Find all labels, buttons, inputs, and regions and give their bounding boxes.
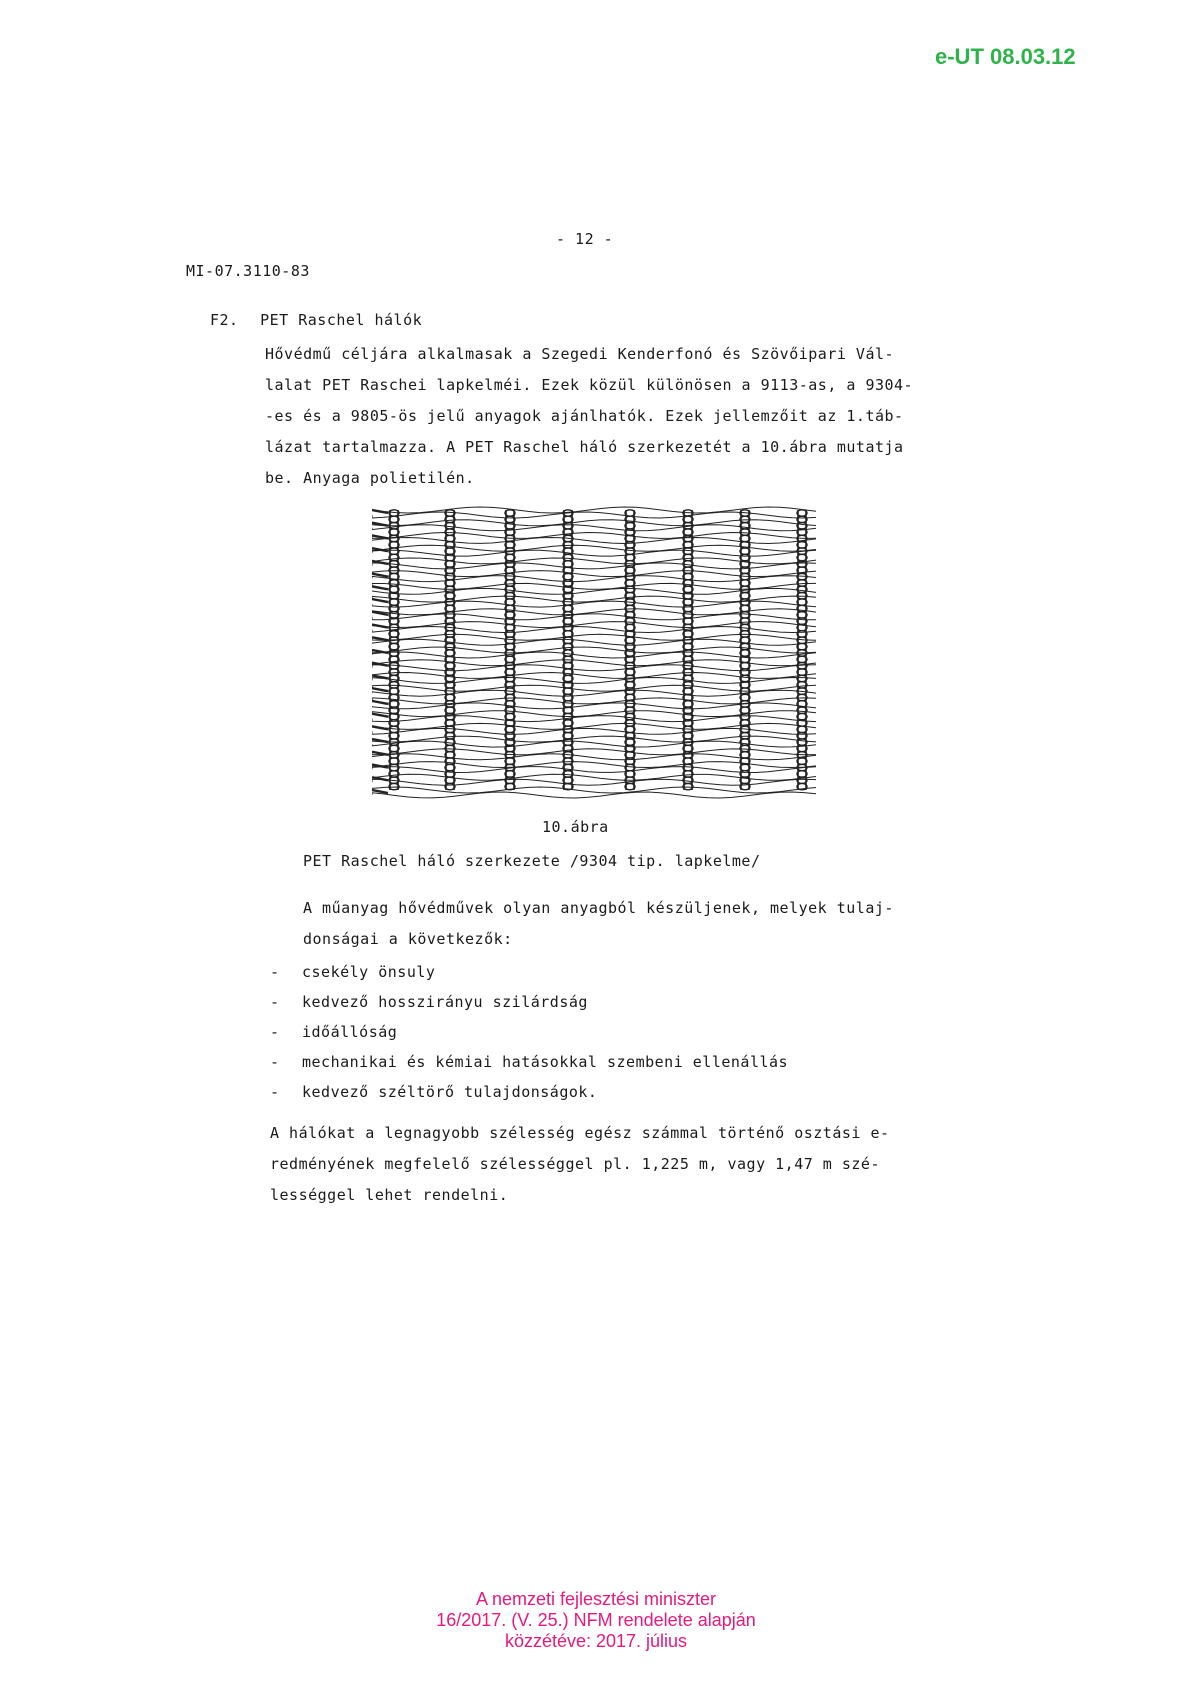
section-heading	[210, 311, 422, 329]
figure-caption: PET Raschel háló szerkezete /9304 tip. lapkelme/	[303, 852, 761, 870]
raschel-net-drawing	[372, 500, 832, 800]
intro-line: lalat PET Raschei lapkelméi. Ezek közül különösen a 9113-as, a 9304-	[265, 376, 914, 394]
bullet-mark: -	[270, 993, 280, 1011]
section-number: F2.	[210, 311, 239, 329]
section-title: PET Raschel hálók	[260, 311, 423, 329]
bullet-mark: -	[270, 1083, 280, 1101]
list-item-text: kedvező széltörő tulajdonságok.	[302, 1083, 598, 1101]
intro-line: -es és a 9805-ös jelű anyagok ajánlhatók. Ezek jellemzőit az 1.táb-	[265, 407, 904, 425]
list-item-text: csekély önsuly	[302, 963, 436, 981]
properties-intro	[303, 893, 894, 955]
intro-line: lázat tartalmazza. A PET Raschel háló szerkezetét a 10.ábra mutatja	[265, 438, 904, 456]
document-code: e-UT 08.03.12	[935, 44, 1076, 69]
intro-line: Hővédmű céljára alkalmasak a Szegedi Kenderfonó és Szövőipari Vál-	[265, 345, 895, 363]
closing-line: lességgel lehet rendelni.	[270, 1186, 509, 1204]
list-item-text: mechanikai és kémiai hatásokkal szembeni ellenállás	[302, 1053, 789, 1071]
intro-paragraph	[265, 339, 913, 494]
page-number: - 12 -	[556, 230, 614, 248]
bullet-mark: -	[270, 1023, 280, 1041]
publication-footer	[346, 1589, 846, 1652]
standard-reference: MI-07.3110-83	[186, 262, 310, 280]
closing-line: A hálókat a legnagyobb szélesség egész számmal történő osztási e-	[270, 1124, 890, 1142]
properties-intro-line: A műanyag hővédművek olyan anyagból készüljenek, melyek tulaj-	[303, 899, 894, 917]
footer-line: közzétéve: 2017. július	[504, 1631, 688, 1651]
properties-intro-line: donságai a következők:	[303, 930, 513, 948]
footer-line: A nemzeti fejlesztési miniszter	[475, 1589, 717, 1609]
figure-number: 10.ábra	[542, 818, 609, 836]
bullet-mark: -	[270, 963, 280, 981]
intro-line: be. Anyaga polietilén.	[265, 469, 475, 487]
bullet-mark: -	[270, 1053, 280, 1071]
list-item-text: kedvező hosszirányu szilárdság	[302, 993, 588, 1011]
closing-paragraph	[270, 1118, 890, 1211]
footer-line: 16/2017. (V. 25.) NFM rendelete alapján	[436, 1610, 756, 1630]
closing-line: redményének megfelelő szélességgel pl. 1,225 m, vagy 1,47 m szé-	[270, 1155, 880, 1173]
list-item-text: időállóság	[302, 1023, 398, 1041]
